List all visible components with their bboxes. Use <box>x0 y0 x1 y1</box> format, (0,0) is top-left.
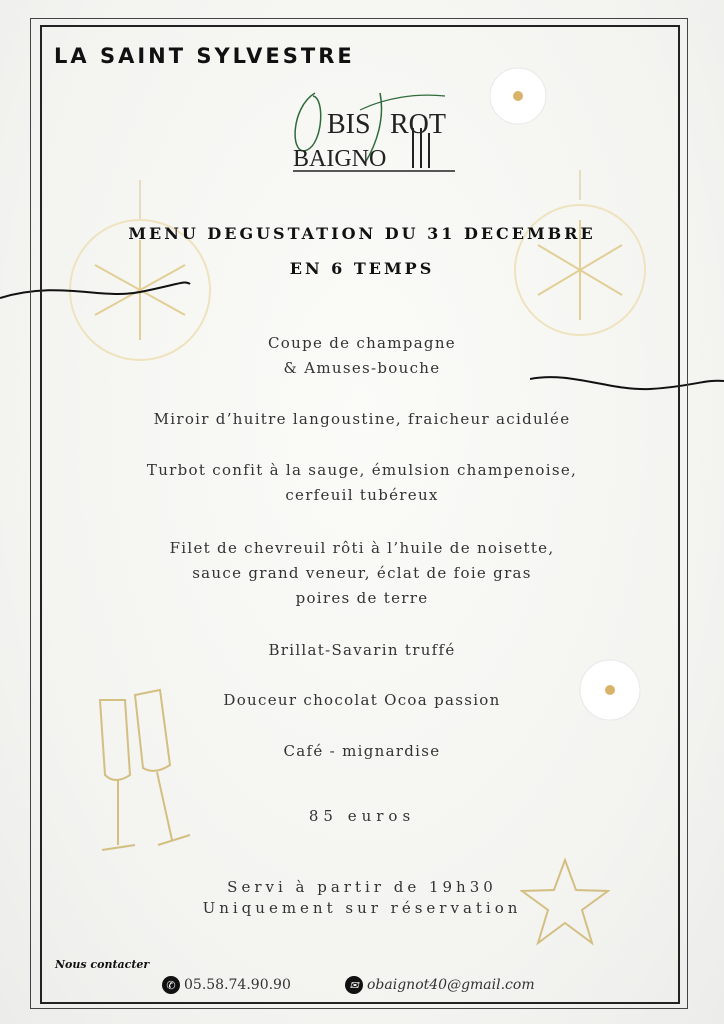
phone-icon: ✆ <box>162 976 180 994</box>
email-address[interactable]: obaignot40@gmail.com <box>367 977 535 993</box>
course-line: Coupe de champagne <box>268 334 456 352</box>
course-line: Turbot confit à la sauge, émulsion champenoise, <box>146 461 578 479</box>
menu-subheading: EN 6 TEMPS <box>289 259 435 278</box>
contact-label: Nous contacter <box>55 958 150 971</box>
course-line: Filet de chevreuil rôti à l’huile de noisette, <box>169 539 555 557</box>
reservation-note: Uniquement sur réservation <box>202 899 522 917</box>
course-line: Brillat-Savarin truffé <box>268 641 456 659</box>
course-line: Miroir d’huitre langoustine, fraicheur acidulée <box>153 410 571 428</box>
service-time: Servi à partir de 19h30 <box>227 878 497 896</box>
course-3 <box>0 458 724 508</box>
course-5 <box>0 638 724 663</box>
course-6 <box>0 688 724 713</box>
menu-heading: MENU DEGUSTATION DU 31 DECEMBRE <box>128 224 596 243</box>
phone-number[interactable]: 05.58.74.90.90 <box>184 977 291 993</box>
course-line: cerfeuil tubéreux <box>285 486 439 504</box>
svg-text:ROT: ROT <box>390 109 446 140</box>
event-title: LA SAINT SYLVESTRE <box>54 44 355 68</box>
email-contact[interactable] <box>345 976 535 994</box>
svg-text:BAIGNO: BAIGNO <box>293 146 387 172</box>
course-line: poires de terre <box>295 589 429 607</box>
course-line: Douceur chocolat Ocoa passion <box>223 691 501 709</box>
logo-text-top: BIS <box>327 109 371 140</box>
course-1 <box>0 331 724 381</box>
restaurant-logo <box>285 88 460 173</box>
course-2 <box>0 407 724 432</box>
menu-price: 85 euros <box>308 807 416 825</box>
phone-contact[interactable] <box>162 976 291 994</box>
course-line: Café - mignardise <box>283 742 441 760</box>
course-line: sauce grand veneur, éclat de foie gras <box>192 564 532 582</box>
course-line: & Amuses-bouche <box>283 359 441 377</box>
envelope-icon: ✉ <box>345 976 363 994</box>
course-4 <box>0 536 724 611</box>
course-7 <box>0 739 724 764</box>
